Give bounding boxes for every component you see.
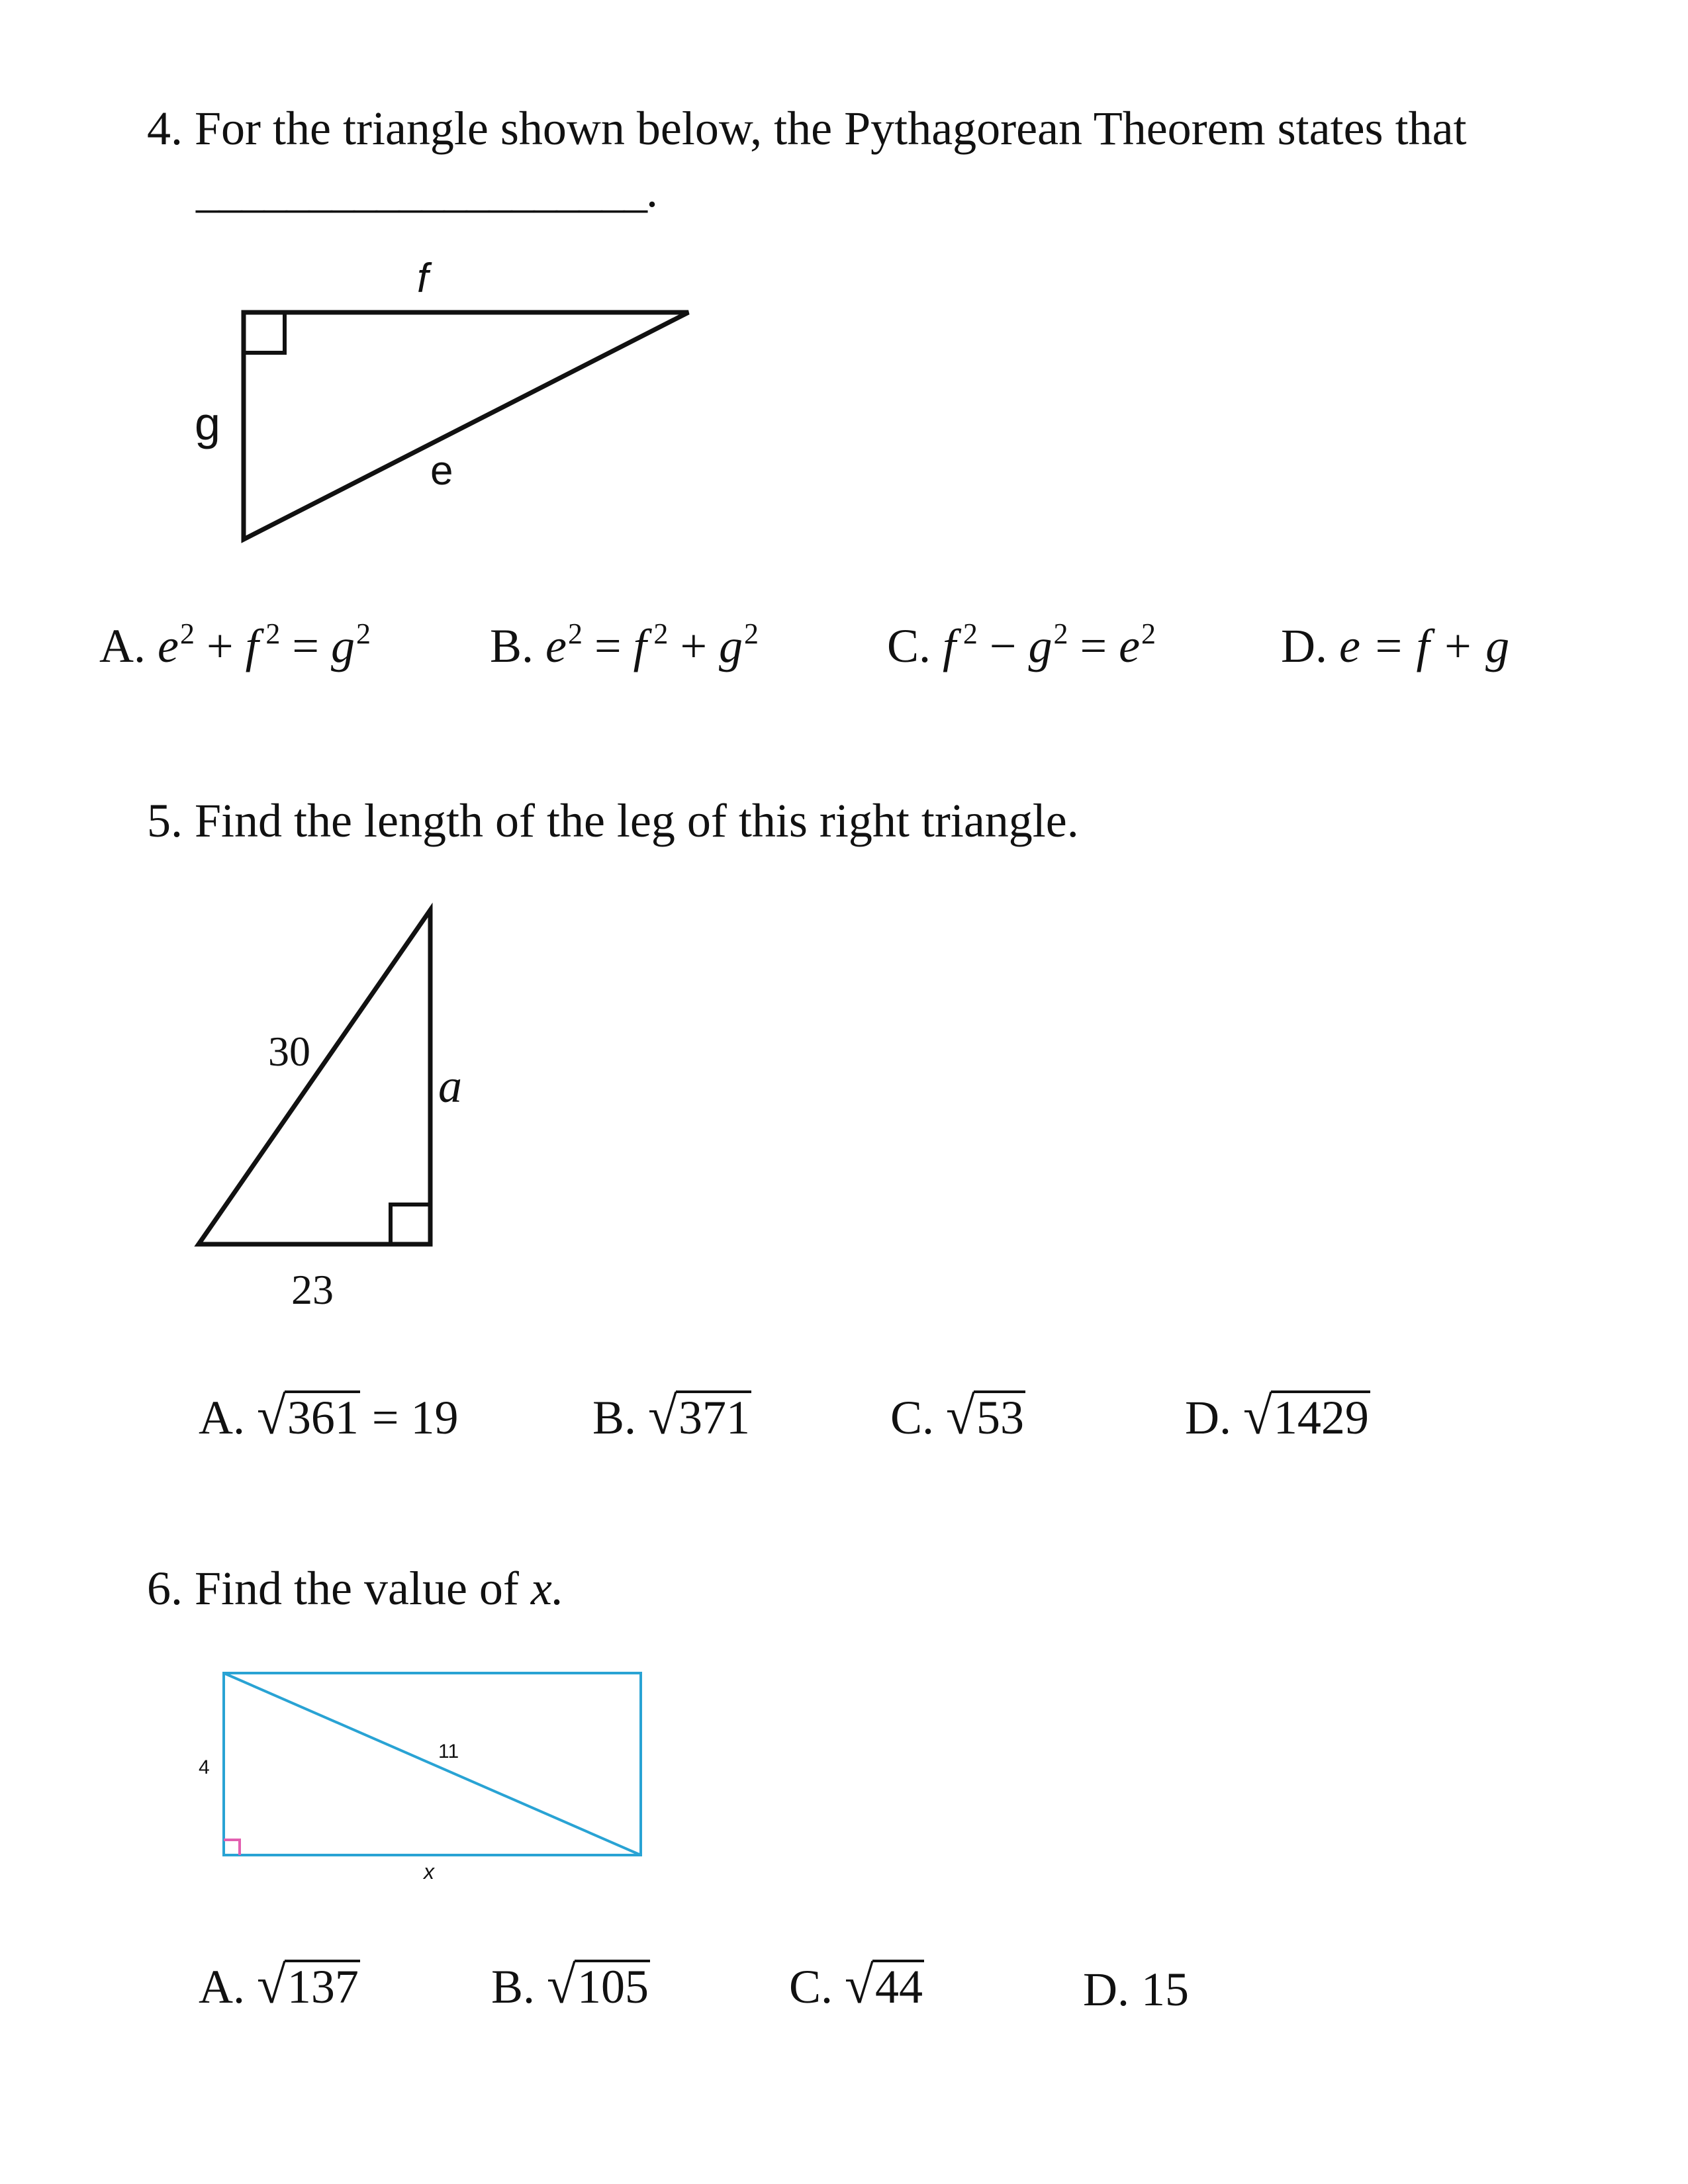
q6-rectangle-figure xyxy=(199,1661,662,1880)
q4-label-e: e xyxy=(430,448,453,494)
q6-label-11: 11 xyxy=(438,1741,459,1762)
q6-choice-b[interactable]: B. √105 xyxy=(491,1956,649,2015)
q6-choice-c-label: C. xyxy=(789,1960,833,2013)
q5-choice-b-label: B. xyxy=(592,1391,637,1444)
q4-choice-b[interactable]: B. $e^2 = f$ $^2 + g^2$ xyxy=(490,617,759,672)
q4-right-angle-mark xyxy=(244,312,285,353)
q6-label-x: x xyxy=(424,1860,434,1884)
q5-prompt: 5. Find the length of the leg of this right triangle. xyxy=(147,794,1079,847)
q4-answer-blank: ____________________. xyxy=(196,164,657,217)
q6-choice-a-label: A. xyxy=(199,1960,245,2013)
q4-prompt: 4. For the triangle shown below, the Pythagorean Theorem states that xyxy=(147,102,1467,155)
q6-choice-b-label: B. xyxy=(491,1960,536,2013)
q6-choice-d-label: D. xyxy=(1083,1963,1129,2016)
q6-choice-d-value: 15 xyxy=(1141,1963,1189,2016)
q4-choice-a[interactable]: A. $e^2 + f$ $^2 = g^2$ xyxy=(99,617,371,672)
q6-choice-c-radicand: 44 xyxy=(872,1960,924,2013)
q4-triangle-figure xyxy=(185,258,715,563)
q6-choice-c[interactable]: C. √44 xyxy=(789,1956,923,2015)
q5-choice-d-label: D. xyxy=(1185,1391,1231,1444)
q5-label-30: 30 xyxy=(268,1028,310,1075)
q5-triangle-figure xyxy=(185,900,450,1257)
q5-choice-a[interactable]: A. √361 = 19 xyxy=(199,1387,459,1445)
q5-label-a: a xyxy=(438,1060,462,1113)
q4-choice-a-label: A. xyxy=(99,619,146,672)
q4-choice-d-expr: e = f + g xyxy=(1339,619,1510,672)
q6-prompt-var: x. xyxy=(530,1562,564,1615)
q5-label-23: 23 xyxy=(291,1266,334,1313)
q4-label-f: f xyxy=(417,255,429,301)
q5-triangle xyxy=(199,910,430,1244)
q4-choice-c[interactable]: C. f $^2 - g^2 = e^2$ xyxy=(887,617,1156,672)
q6-prompt xyxy=(147,1562,564,1615)
q5-choice-a-value: = 19 xyxy=(371,1391,459,1444)
q5-choice-a-label: A. xyxy=(199,1391,245,1444)
q5-choice-c[interactable]: C. √53 xyxy=(890,1387,1024,1445)
q5-right-angle-mark xyxy=(391,1205,430,1244)
q5-choice-a-radicand: 361 xyxy=(285,1390,360,1443)
q6-diagonal xyxy=(224,1673,641,1855)
q5-choice-c-label: C. xyxy=(890,1391,935,1444)
q5-choice-b-radicand: 371 xyxy=(676,1390,751,1443)
q4-triangle xyxy=(244,312,688,539)
q6-label-4: 4 xyxy=(199,1756,210,1778)
q4-label-g: g xyxy=(195,398,220,449)
q5-choice-d[interactable]: D. √1429 xyxy=(1185,1387,1369,1445)
q5-choice-b[interactable]: B. √371 xyxy=(592,1387,750,1445)
q4-choice-c-label: C. xyxy=(887,619,931,672)
q5-choice-d-radicand: 1429 xyxy=(1271,1390,1370,1443)
q6-choice-a-radicand: 137 xyxy=(285,1960,360,2013)
q6-choice-b-radicand: 105 xyxy=(575,1960,650,2013)
q6-choice-a[interactable]: A. √137 xyxy=(199,1956,359,2015)
q6-choice-d[interactable] xyxy=(1083,1963,1189,2016)
q5-choice-c-radicand: 53 xyxy=(974,1390,1025,1443)
q4-choice-b-label: B. xyxy=(490,619,534,672)
q6-prompt-text: 6. Find the value of xyxy=(147,1562,519,1615)
q6-right-angle-mark xyxy=(224,1840,240,1855)
q4-choice-d[interactable] xyxy=(1281,619,1510,672)
q4-choice-d-label: D. xyxy=(1281,619,1327,672)
